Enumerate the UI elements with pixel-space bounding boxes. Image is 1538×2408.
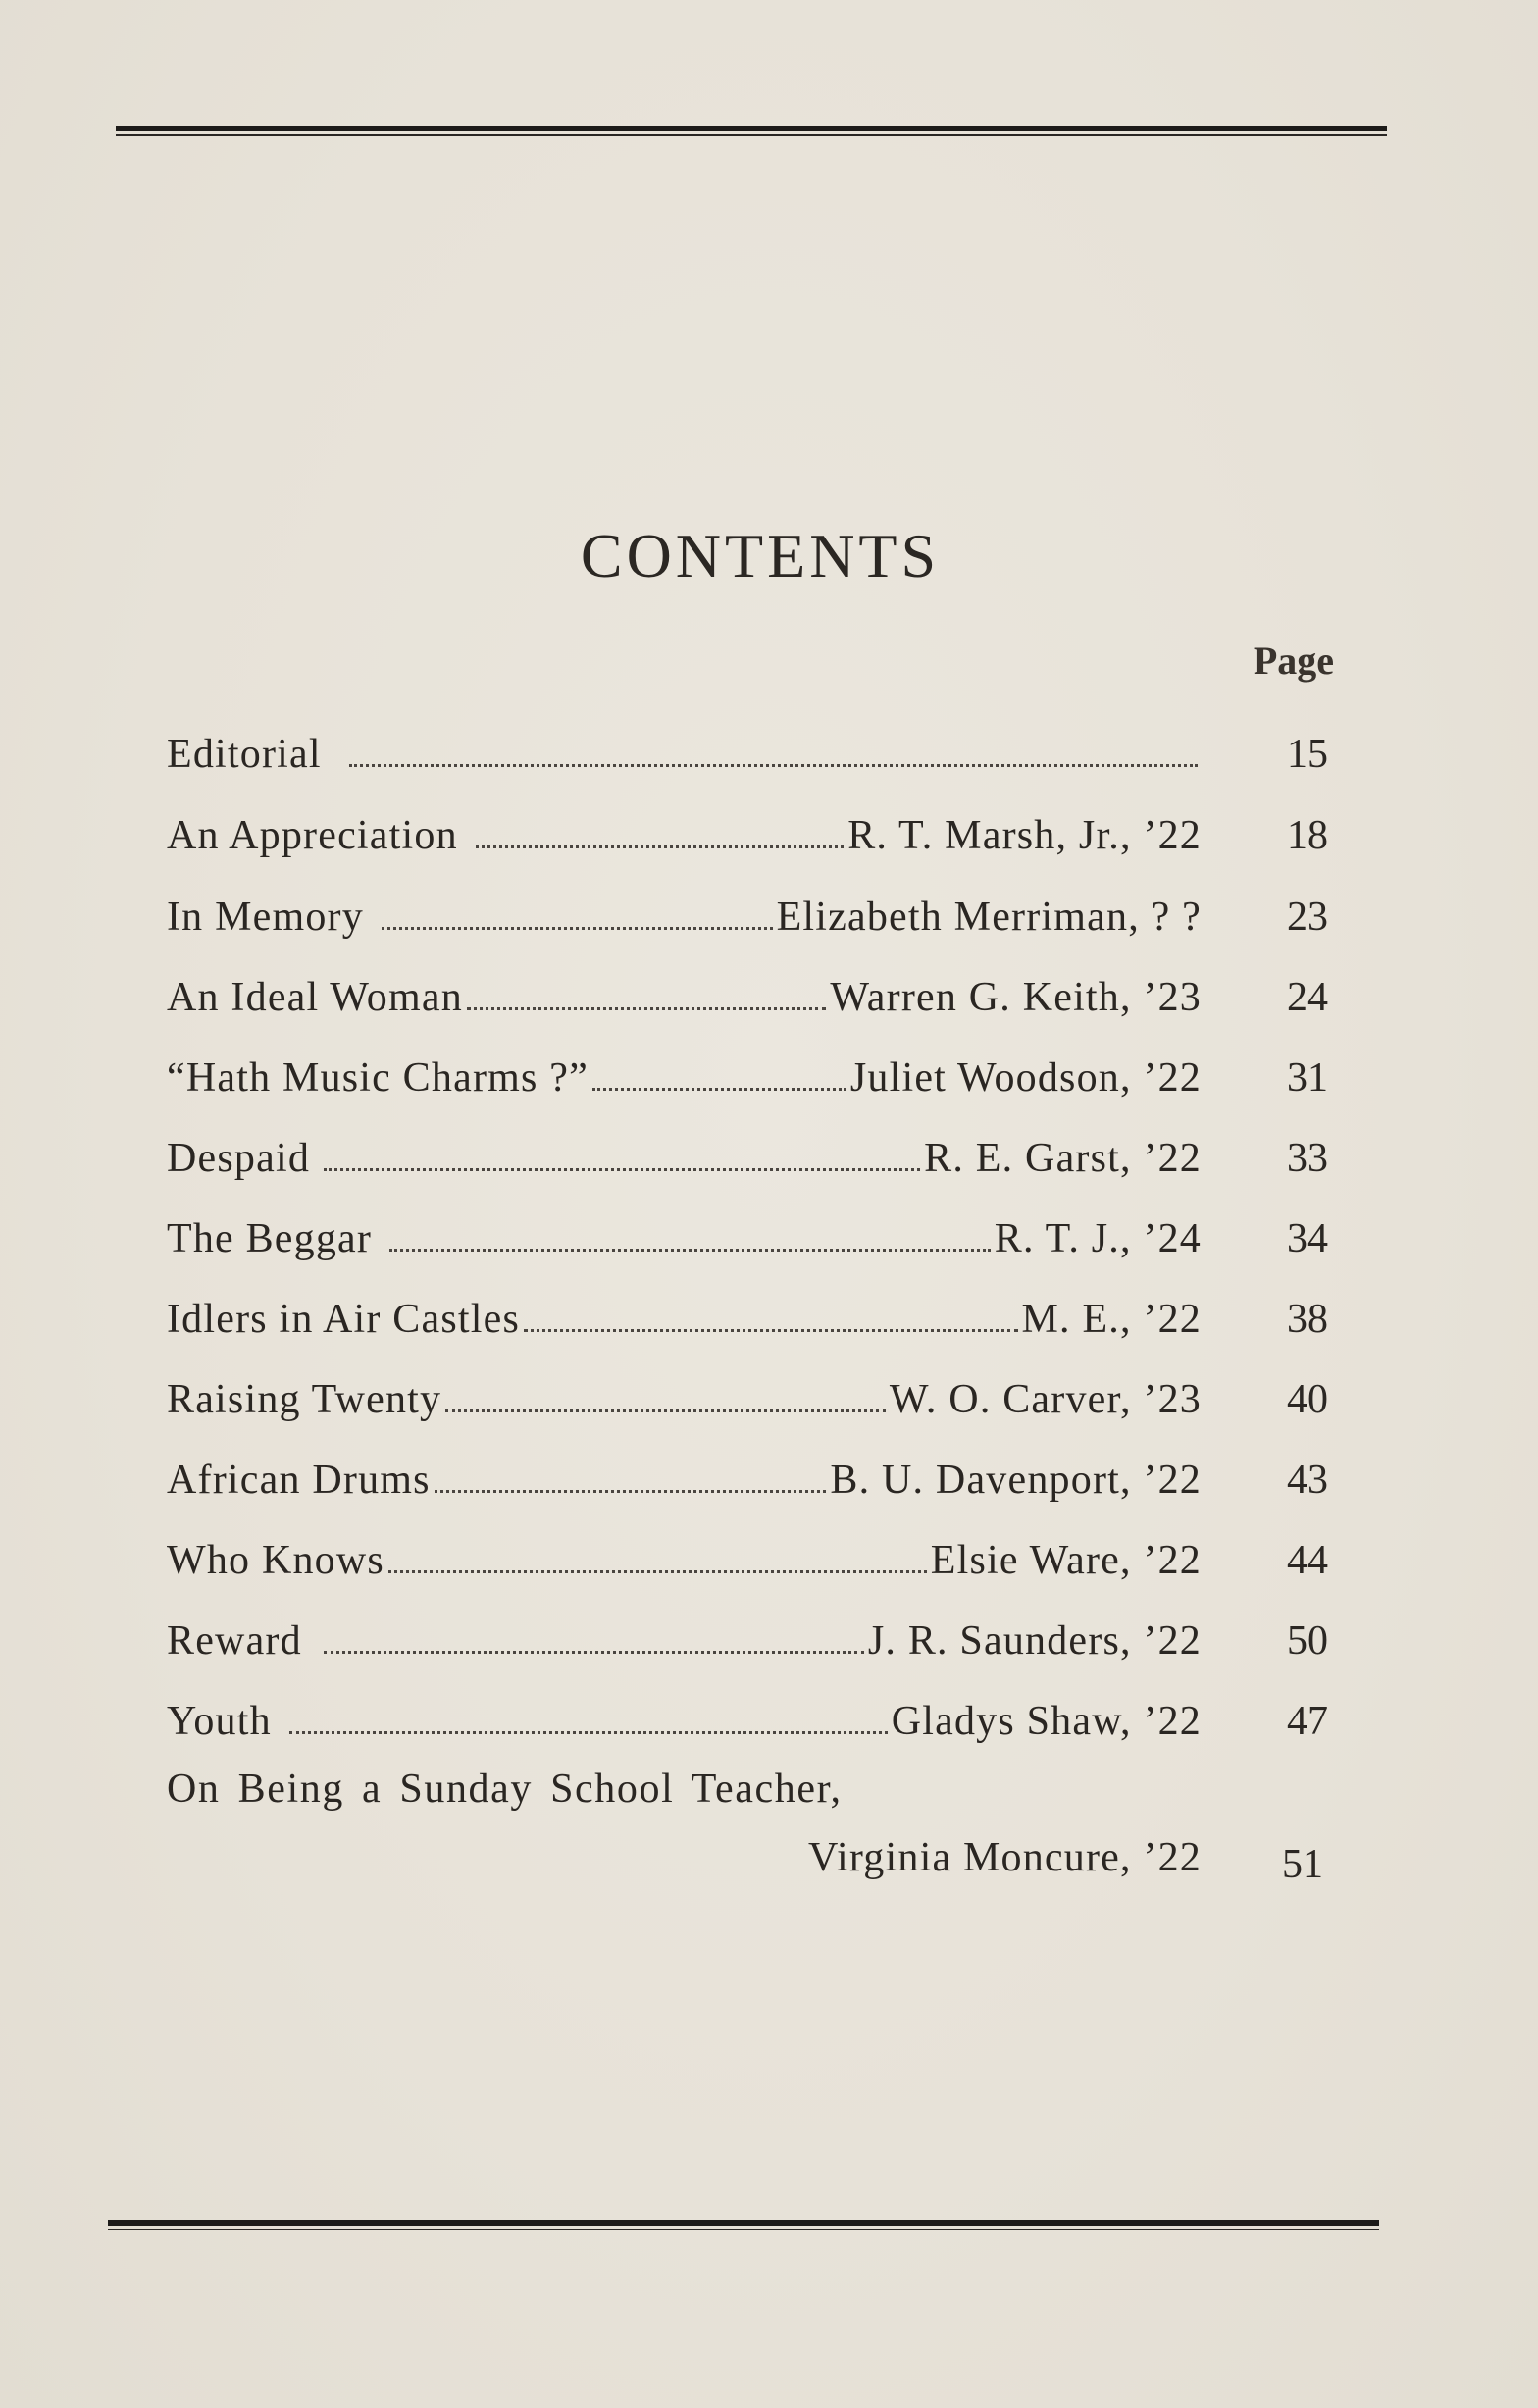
entry-page-number: 47 [1287, 1699, 1328, 1744]
entry-author: Juliet Woodson, ’22 [849, 1055, 1202, 1101]
toc-entry [167, 797, 1202, 856]
toc-entry [167, 1442, 1202, 1501]
dot-leader [382, 927, 773, 930]
entry-title: Who Knows [167, 1538, 384, 1583]
entry-author: Elsie Ware, ’22 [930, 1538, 1202, 1583]
entry-title: Editorial [167, 732, 322, 777]
entry-author: B. U. Davenport, ’22 [830, 1458, 1202, 1503]
entry-title: An Ideal Woman [167, 975, 463, 1020]
entry-page-number: 38 [1287, 1297, 1328, 1342]
toc-entry [167, 1361, 1202, 1420]
dot-leader [349, 764, 1198, 767]
entry-title: African Drums [167, 1458, 431, 1503]
dot-leader [324, 1651, 864, 1654]
entry-author: R. T. J., ’24 [994, 1216, 1202, 1261]
dot-leader [389, 1249, 991, 1252]
dot-leader [592, 1088, 846, 1091]
entry-page-number: 51 [1282, 1842, 1323, 1887]
dot-leader [289, 1731, 888, 1734]
entry-page-number: 31 [1287, 1055, 1328, 1101]
entry-author: M. E., ’22 [1021, 1297, 1202, 1342]
toc-entry [167, 1683, 1202, 1742]
entry-page-number: 44 [1287, 1538, 1328, 1583]
entry-author: R. E. Garst, ’22 [924, 1136, 1202, 1181]
page-column-label: Page [1253, 639, 1334, 683]
contents-heading: CONTENTS [580, 521, 941, 590]
dot-leader [324, 1168, 920, 1171]
entry-author: Warren G. Keith, ’23 [830, 975, 1202, 1020]
bottom-double-rule [108, 2220, 1379, 2230]
entry-title: On Being a Sunday School Teacher, [167, 1767, 843, 1812]
entry-title: Idlers in Air Castles [167, 1297, 520, 1342]
entry-title: Raising Twenty [167, 1377, 442, 1422]
entry-title: Reward [167, 1618, 302, 1664]
dot-leader [435, 1490, 827, 1493]
entry-author: Virginia Moncure, ’22 [808, 1835, 1202, 1880]
entry-title: An Appreciation [167, 813, 458, 858]
toc-entry [167, 1603, 1202, 1662]
dot-leader [524, 1329, 1018, 1332]
toc-entry [167, 1120, 1202, 1179]
entry-author: Gladys Shaw, ’22 [891, 1699, 1202, 1744]
entry-page-number: 15 [1287, 732, 1328, 777]
entry-page-number: 43 [1287, 1458, 1328, 1503]
entry-page-number: 33 [1287, 1136, 1328, 1181]
entry-author: Elizabeth Merriman, ? ? [776, 895, 1202, 940]
toc-entry [167, 879, 1202, 938]
entry-page-number: 24 [1287, 975, 1328, 1020]
entry-author: W. O. Carver, ’23 [889, 1377, 1202, 1422]
toc-entry [167, 1040, 1202, 1099]
entry-title: The Beggar [167, 1216, 373, 1261]
entry-title: Despaid [167, 1136, 311, 1181]
entry-author: J. R. Saunders, ’22 [867, 1618, 1202, 1664]
entry-title: “Hath Music Charms ?” [167, 1055, 589, 1101]
dot-leader [476, 845, 844, 848]
dot-leader [445, 1409, 886, 1412]
entry-author: R. T. Marsh, Jr., ’22 [847, 813, 1202, 858]
top-double-rule [116, 126, 1387, 136]
entry-title: In Memory [167, 895, 364, 940]
entry-page-number: 18 [1287, 813, 1328, 858]
dot-leader [388, 1570, 927, 1573]
toc-entry [167, 1522, 1202, 1581]
entry-title: Youth [167, 1699, 272, 1744]
toc-entry [167, 1281, 1202, 1340]
entry-page-number: 23 [1287, 895, 1328, 940]
toc-entry [167, 716, 1202, 775]
toc-entry [167, 959, 1202, 1018]
entry-page-number: 50 [1287, 1618, 1328, 1664]
entry-page-number: 40 [1287, 1377, 1328, 1422]
toc-entry [167, 1201, 1202, 1259]
entry-page-number: 34 [1287, 1216, 1328, 1261]
dot-leader [467, 1007, 826, 1010]
